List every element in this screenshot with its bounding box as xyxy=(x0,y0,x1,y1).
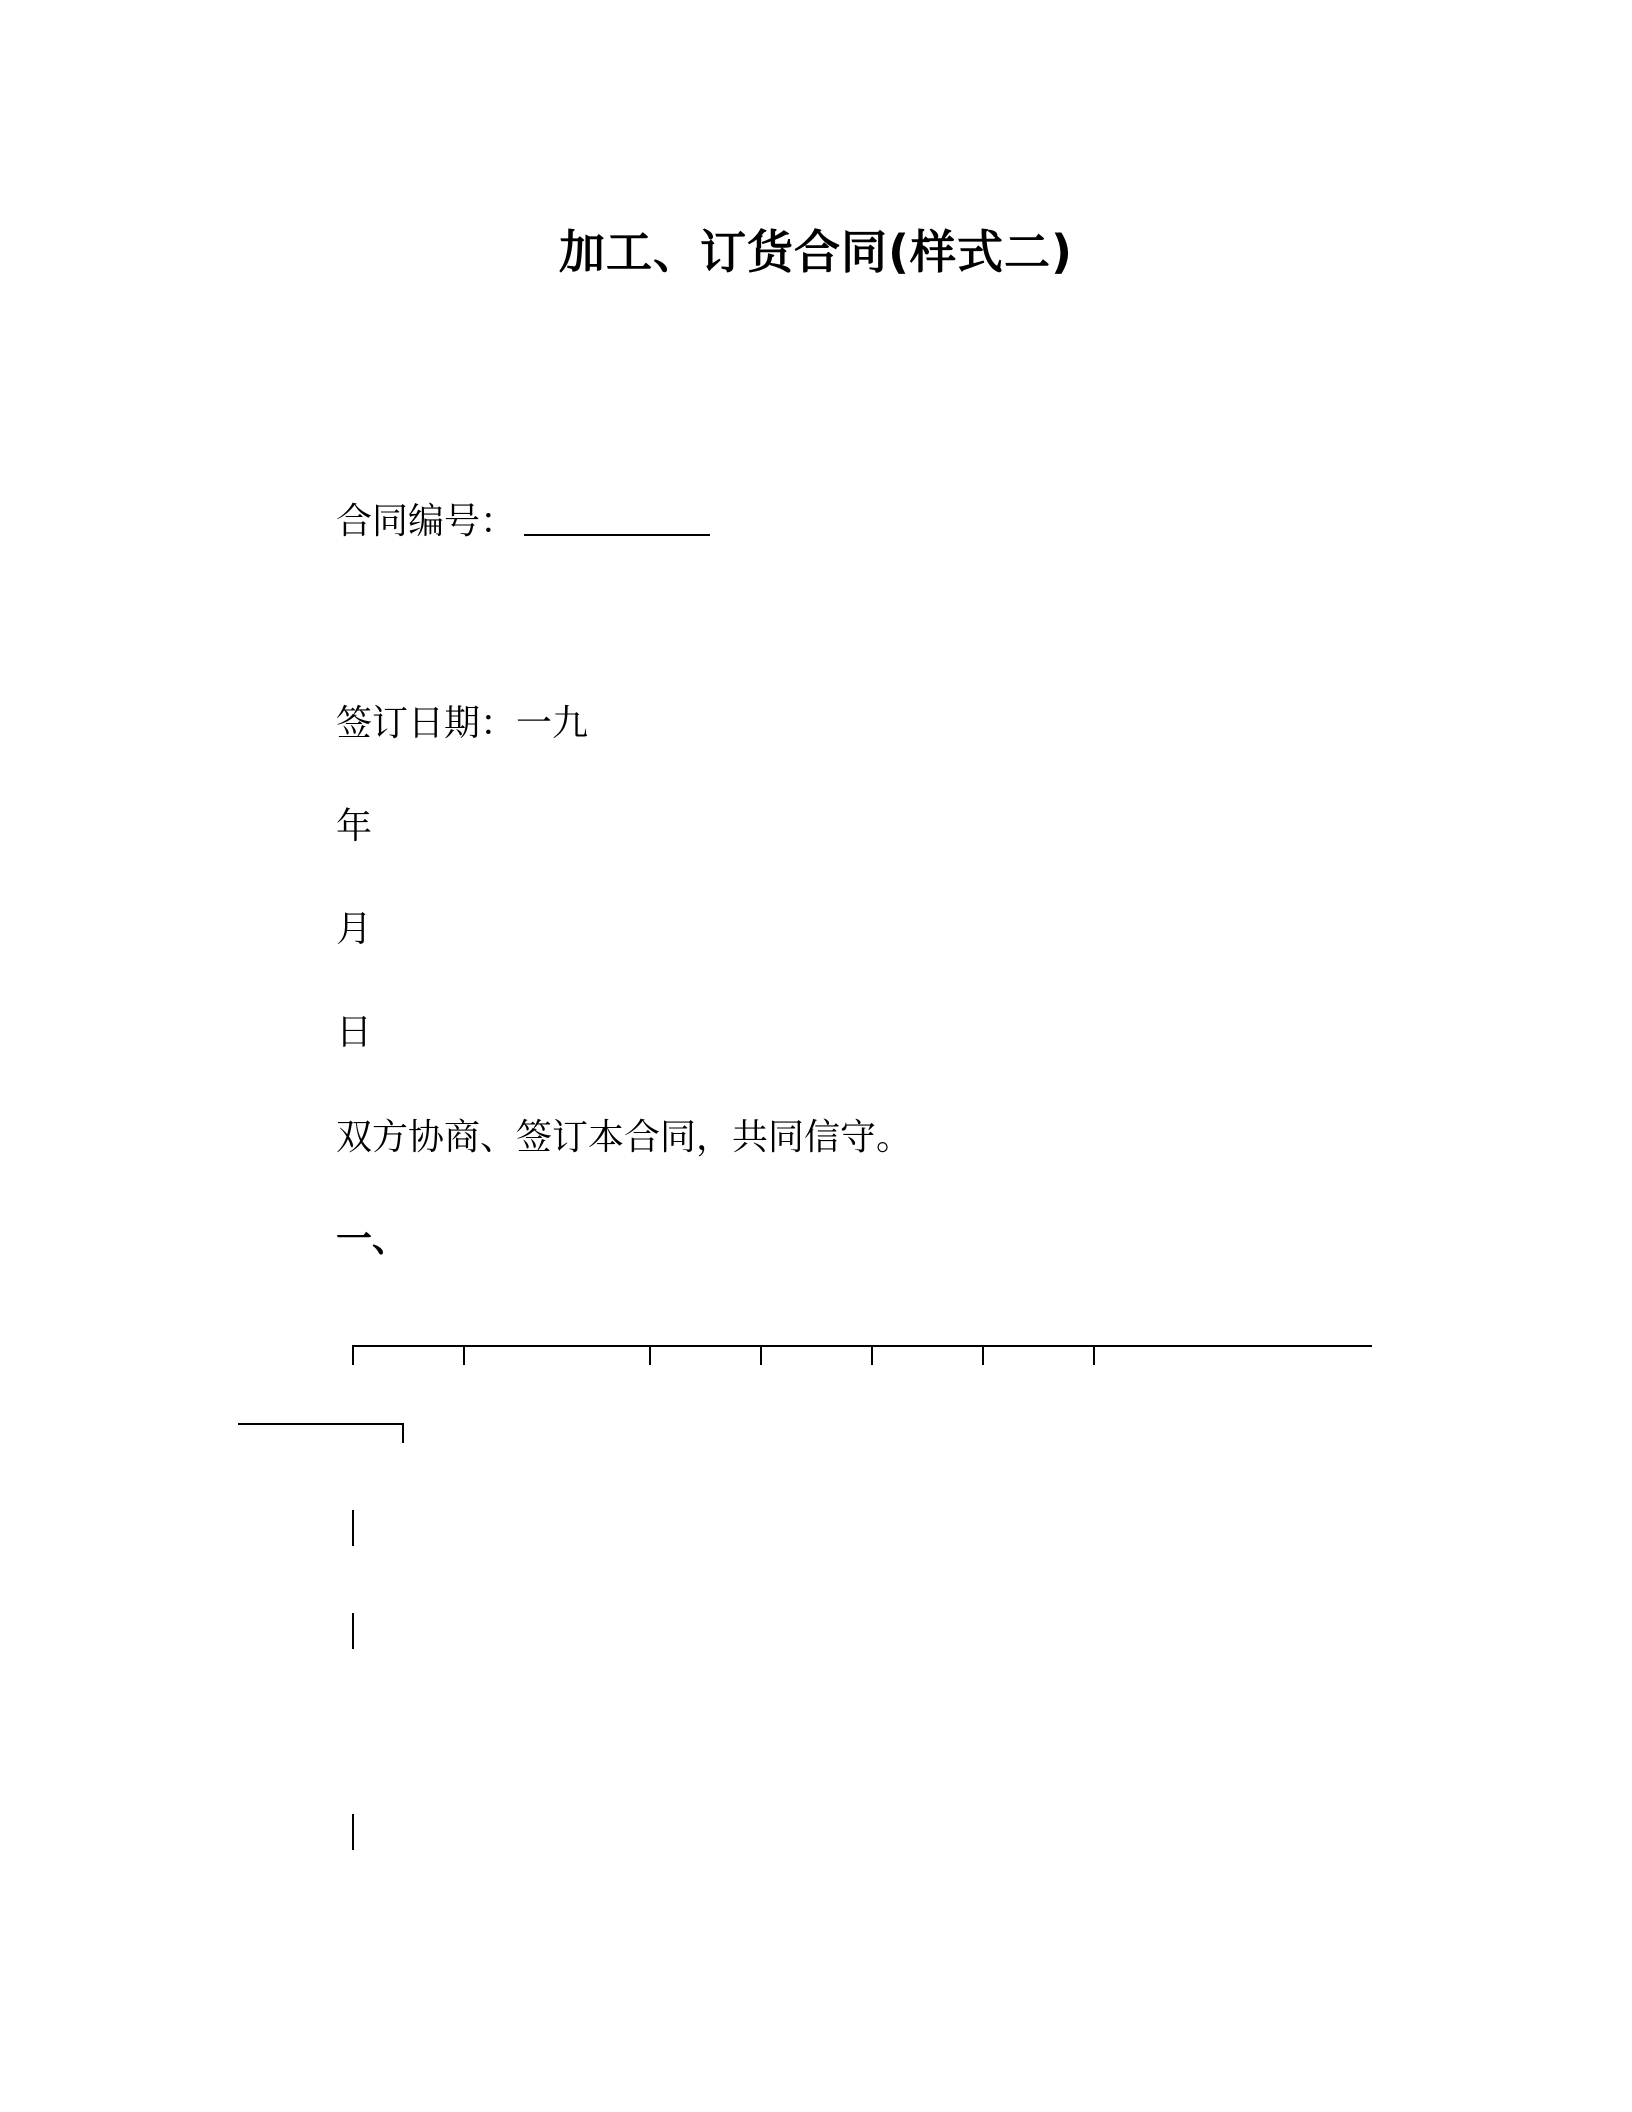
table-vertical-border xyxy=(352,1814,354,1850)
contract-number-label: 合同编号： xyxy=(336,501,517,542)
day-label: 日 xyxy=(336,1012,373,1053)
table-vertical-border xyxy=(352,1510,354,1546)
table-column-tick xyxy=(649,1345,651,1365)
document-title: 加工、订货合同(样式二) xyxy=(558,225,1074,279)
table-column-tick xyxy=(463,1345,465,1365)
table-column-tick xyxy=(982,1345,984,1365)
table-corner-tick xyxy=(352,1345,354,1365)
table-corner-tick xyxy=(402,1423,404,1443)
table-border-continuation xyxy=(238,1423,404,1425)
month-label: 月 xyxy=(336,909,373,950)
sign-date-label: 签订日期：一九 xyxy=(336,703,589,744)
table-top-border xyxy=(352,1345,1372,1347)
agreement-text: 双方协商、签订本合同，共同信守。 xyxy=(336,1117,913,1158)
contract-number-line xyxy=(336,500,710,544)
section-one-heading: 一、 xyxy=(336,1219,409,1260)
year-label: 年 xyxy=(336,806,373,847)
contract-number-blank xyxy=(524,534,710,536)
table-column-tick xyxy=(1093,1345,1095,1365)
table-column-tick xyxy=(871,1345,873,1365)
table-vertical-border xyxy=(352,1613,354,1649)
table-column-tick xyxy=(760,1345,762,1365)
